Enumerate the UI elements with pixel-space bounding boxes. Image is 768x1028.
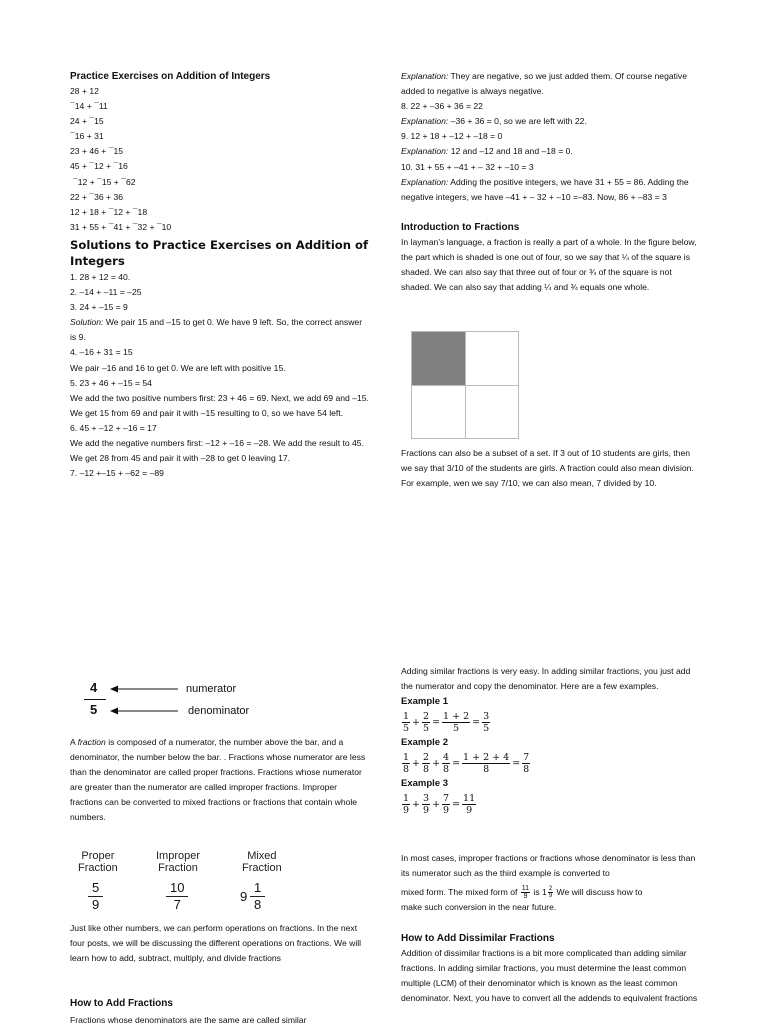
similar-paragraph: Adding similar fractions is very easy. In adding similar fractions, you just add the numerator and copy the denominator. Here are a few examples. — [401, 666, 691, 692]
exercise-item: 22 + ¯36 + 36 — [70, 191, 124, 202]
explanation-label: Explanation: — [401, 71, 449, 81]
proper-fraction — [88, 880, 103, 913]
denominator: 9 — [523, 893, 528, 901]
solutions-heading: Solutions to Practice Exercises on Addition of Integers — [70, 237, 369, 268]
mixed-whole: 1 — [542, 887, 547, 898]
solution-text: We pair 15 and –15 to get 0. We have 9 left. So, the correct answer is 9. — [70, 317, 363, 343]
improper-header — [156, 850, 200, 874]
arrow-icon — [108, 680, 180, 722]
denominator: 5 — [483, 722, 490, 734]
equals-sign: = — [452, 798, 461, 810]
example-2-label: Example 2 — [401, 737, 448, 749]
subset-paragraph: Fractions can also be a subset of a set. If 3 out of 10 students are girls, then we say that 3/10 of the students are girls. A fraction could also mean division. For example, wen we say 7/10, we can also mean, 7 divided by 10. — [401, 448, 694, 489]
exercise-item: ¯16 + 31 — [70, 131, 104, 142]
fraction — [462, 793, 476, 816]
solution-item: 4. –16 + 31 = 15 — [70, 347, 133, 358]
add-fractions-text: Fractions whose denominators are the same are called similar — [70, 1015, 307, 1025]
solution-label: Solution: — [70, 317, 104, 328]
proper-header — [78, 850, 118, 874]
text: We will discuss how to — [554, 887, 643, 898]
explanation-text: Adding the positive integers, we have 31 + 55 = 86. Adding the negative integers, we have –41 + – 32 + –10 =–83. Now, 86 + –83 = 3 — [401, 176, 689, 202]
exercise-item: ¯14 + ¯11 — [70, 101, 108, 112]
exercise-item: 45 + ¯12 + ¯16 — [70, 161, 128, 172]
plus-sign: + — [412, 757, 421, 769]
solution-explanation: We pair –16 and 16 to get 0. We are left with positive 15. — [70, 362, 286, 373]
numerator: 7 — [523, 751, 530, 763]
example-3-label: Example 3 — [401, 778, 448, 790]
explanation-text: They are negative, so we just added them. Of course negative added to negative is always negative. — [401, 71, 688, 97]
numerator: 2 — [423, 710, 430, 722]
diagram-denominator: 5 — [90, 702, 98, 717]
numerator: 11 — [463, 792, 476, 804]
fraction — [462, 752, 510, 775]
fraction — [522, 752, 530, 775]
denominator: 9 — [423, 804, 430, 816]
solution-explanation: We add the two positive numbers first: 23 + 46 = 69. Next, we add 69 and –15. We get 15 from 69 and pair it with –15 resulting to 0, so we have 54 left. — [70, 392, 369, 418]
exercise-item: 23 + 46 + ¯15 — [70, 146, 124, 157]
shaded-square-figure — [411, 331, 519, 439]
denominator: 8 — [523, 763, 530, 775]
solution-item: 10. 31 + 55 + –41 + – 32 + –10 = 3 — [401, 161, 534, 172]
header-line: Proper — [81, 850, 115, 862]
example-3-equation — [401, 791, 701, 817]
practice-heading: Practice Exercises on Addition of Integers — [70, 71, 271, 82]
denominator: 9 — [466, 804, 473, 816]
numerator: 1 + 2 — [443, 710, 470, 722]
equals-sign: = — [432, 716, 441, 728]
numerator: 1 — [250, 880, 265, 897]
mixed-fraction — [250, 880, 265, 913]
numerator: 5 — [88, 880, 103, 897]
numerator: 2 — [548, 886, 553, 893]
solution-explanation — [70, 315, 370, 345]
fraction-bar — [84, 699, 106, 700]
denominator: 5 — [423, 722, 430, 734]
numerator: 7 — [443, 792, 450, 804]
fraction — [402, 711, 410, 734]
fraction — [422, 752, 430, 775]
explanation-7 — [401, 69, 701, 99]
integer-exercises-section — [70, 69, 370, 481]
denominator: 5 — [403, 722, 410, 734]
mixed-form-line — [401, 885, 701, 900]
denominator: 9 — [92, 897, 100, 912]
numerator: 2 — [423, 751, 430, 763]
fraction — [402, 752, 410, 775]
plus-sign: + — [432, 798, 441, 810]
add-fractions-heading: How to Add Fractions — [70, 998, 173, 1009]
similar-fractions-section — [401, 664, 701, 817]
exercise-item: 31 + 55 + ¯41 + ¯32 + ¯10 — [70, 221, 172, 232]
exercise-item: 12 + 18 + ¯12 + ¯18 — [70, 206, 148, 217]
numerator: 4 — [443, 751, 450, 763]
numerator: 1 — [403, 710, 410, 722]
improper-conversion-section — [401, 851, 701, 916]
header-line: Mixed — [247, 850, 277, 862]
unshaded-quarter — [465, 332, 518, 385]
numerator: 3 — [483, 710, 490, 722]
explanation-label: Explanation: — [401, 116, 449, 127]
unshaded-quarter — [465, 385, 518, 438]
equals-sign: = — [452, 757, 461, 769]
solution-explanation: We add the negative numbers first: –12 + –16 = –28. We add the result to 45. We get 28 from 45 and pair it with –28 to get 0 leaving 17. — [70, 437, 364, 464]
solution-item: 6. 45 + –12 + –16 = 17 — [70, 422, 157, 433]
denominator: 8 — [443, 763, 450, 775]
operations-paragraph: Just like other numbers, we can perform operations on fractions. In the next four posts, we will be discussing the different operations on fractions. We will learn how to add, subtract, multiply, and divide fractions — [70, 923, 362, 964]
fraction — [402, 793, 410, 816]
solution-item: 9. 12 + 18 + –12 + –18 = 0 — [401, 131, 503, 142]
definition-text: is composed of a numerator, the number above the bar, and a denominator, the number below the bar. . Fractions whose numerator are less than the denominator are called proper fractions. Fractions whose numerator are greater than the numerator are called improper fractions. Improper fractions can be converted to mixed fractions or fractions that contain whole numbers. — [70, 737, 366, 823]
text: is — [531, 887, 543, 898]
example-1-equation — [401, 709, 701, 735]
explanation-10 — [401, 175, 701, 205]
fraction — [422, 793, 430, 816]
denominator-label: denominator — [188, 705, 250, 717]
numerator-denominator-diagram — [80, 680, 280, 722]
fraction — [422, 711, 430, 734]
denominator: 7 — [173, 897, 181, 912]
exercise-item: 24 + ¯15 — [70, 116, 104, 127]
plus-sign: + — [412, 716, 421, 728]
exercise-item: ¯12 + ¯15 + ¯62 — [73, 176, 136, 187]
unshaded-quarter — [412, 385, 465, 438]
example-1-label: Example 1 — [401, 696, 448, 708]
denominator: 8 — [254, 897, 262, 912]
explanation-8 — [401, 114, 701, 129]
fraction — [442, 793, 450, 816]
fraction — [442, 752, 450, 775]
fraction — [548, 886, 553, 899]
explanation-9 — [401, 144, 701, 159]
numerator: 1 + 2 + 4 — [463, 751, 510, 763]
header-line: Improper — [156, 850, 201, 862]
header-line: Fraction — [78, 862, 118, 874]
example-2-equation — [401, 750, 701, 776]
improper-paragraph-end: make such conversion in the near future. — [401, 902, 557, 913]
denominator: 8 — [423, 763, 430, 775]
explanations-section — [401, 69, 701, 295]
text: mixed form. The mixed form of — [401, 887, 520, 898]
solution-item: 8. 22 + –36 + 36 = 22 — [401, 101, 483, 112]
fraction — [442, 711, 470, 734]
explanation-text: 12 and –12 and 18 and –18 = 0. — [448, 146, 573, 157]
fraction — [521, 885, 530, 900]
solution-item: 5. 23 + 46 + –15 = 54 — [70, 377, 152, 388]
exercise-item: 28 + 12 — [70, 86, 99, 96]
fraction-types-figure — [72, 848, 302, 918]
numerator: 10 — [166, 880, 188, 897]
plus-sign: + — [412, 798, 421, 810]
dissimilar-paragraph: Addition of dissimilar fractions is a bit more complicated than adding similar fractions. In adding similar fractions, you must determine the least common multiple (LCM) of their denominator which is known as the least common denominator. Next, you have to convert all the addends to equivalent fractions — [401, 948, 698, 1004]
explanation-text: –36 + 36 = 0, so we are left with 22. — [448, 116, 587, 127]
diagram-numerator: 4 — [90, 680, 98, 695]
fraction — [482, 711, 490, 734]
numerator: 3 — [423, 792, 430, 804]
improper-paragraph: In most cases, improper fractions or fractions whose denominator is less than its numerator such as the third example is converted to — [401, 853, 696, 879]
denominator: 9 — [443, 804, 450, 816]
explanation-label: Explanation: — [401, 146, 449, 157]
plus-sign: + — [432, 757, 441, 769]
solution-item: 7. –12 +–15 + –62 = –89 — [70, 468, 164, 479]
numerator: 11 — [521, 885, 530, 893]
denominator: 8 — [403, 763, 410, 775]
dissimilar-fractions-section — [401, 931, 701, 1006]
denominator: 9 — [403, 804, 410, 816]
solution-item: 3. 24 + –15 = 9 — [70, 302, 128, 313]
dissimilar-heading: How to Add Dissimilar Fractions — [401, 933, 555, 944]
denominator: 9 — [548, 893, 553, 900]
shaded-quarter — [412, 332, 465, 385]
solution-item: 2. –14 + –11 = –25 — [70, 287, 142, 298]
mixed-header — [242, 850, 282, 874]
improper-fraction — [166, 880, 188, 913]
fraction-definition — [70, 735, 370, 826]
header-line: Fraction — [242, 862, 282, 874]
equals-sign: = — [512, 757, 521, 769]
fraction-term: fraction — [77, 737, 106, 747]
denominator: 5 — [453, 722, 460, 734]
equals-sign: = — [472, 716, 481, 728]
numerator-label: numerator — [186, 683, 237, 695]
mixed-whole: 9 — [240, 889, 248, 904]
header-line: Fraction — [158, 862, 198, 874]
definition-text: A — [70, 737, 78, 747]
numerator: 1 — [403, 792, 410, 804]
solution-item: 1. 28 + 12 = 40. — [70, 271, 131, 282]
numerator: 1 — [403, 751, 410, 763]
intro-heading: Introduction to Fractions — [401, 221, 520, 233]
explanation-label: Explanation: — [401, 176, 449, 187]
intro-paragraph: In layman’s language, a fraction is really a part of a whole. In the figure below, the part which is shaded is one out of four, so we say that ¼ of the square is shaded. We can also say that three out of four or ¾ of the square is not shaded. We can also say that adding ¼ and ¾ equals one whole. — [401, 236, 697, 293]
denominator: 8 — [483, 763, 490, 775]
